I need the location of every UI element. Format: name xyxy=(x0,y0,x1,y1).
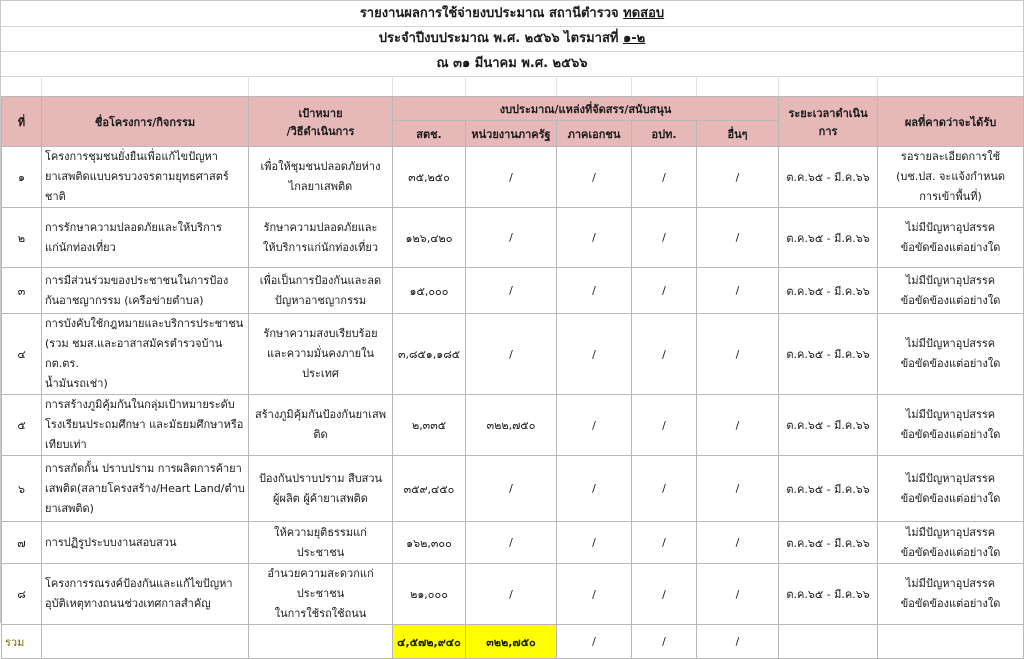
budget-police: ๑๕,๐๐๐ xyxy=(393,268,466,314)
row-no: ๓ xyxy=(2,268,42,314)
project-name xyxy=(42,147,249,208)
header-period: ระยะเวลาดำเนินการ xyxy=(779,97,878,147)
row-no: ๖ xyxy=(2,456,42,522)
budget-government: / xyxy=(466,522,557,564)
table-row xyxy=(2,268,1024,314)
total-empty-cell xyxy=(878,625,1024,659)
table-row xyxy=(2,522,1024,564)
project-name xyxy=(42,208,249,268)
budget-private: / xyxy=(557,147,632,208)
blank-cell xyxy=(778,76,878,96)
table-row xyxy=(2,395,1024,456)
budget-local-admin: / xyxy=(632,147,697,208)
header-src-government: หน่วยงานภาครัฐ xyxy=(466,121,557,147)
project-name-line: การมีส่วนร่วมของประชาชนในการป้อง xyxy=(45,273,229,287)
target-line: เพื่อเป็นการป้องกันและลด xyxy=(259,273,382,287)
table-row xyxy=(2,314,1024,395)
project-name-line: ยาเสพติด) xyxy=(45,501,94,515)
budget-police: ๑๒๖,๔๒๐ xyxy=(393,208,466,268)
header-src-other: อื่นๆ xyxy=(697,121,779,147)
expected-result xyxy=(878,147,1024,208)
period: ต.ค.๖๕ - มี.ค.๖๖ xyxy=(779,208,878,268)
project-name-line: อุบัติเหตุทางถนนช่วงเทศกาลสำคัญ xyxy=(45,597,211,610)
budget-other: / xyxy=(697,522,779,564)
target-line: ประเทศ xyxy=(302,367,339,380)
target-line: ป้องกันปราบปราม สืบสวน xyxy=(258,471,383,485)
table-row xyxy=(2,147,1024,208)
budget-government: / xyxy=(466,208,557,268)
target xyxy=(249,395,393,456)
budget-police: ๓๕๙,๔๕๐ xyxy=(393,456,466,522)
project-name-line: เสพติด(สลายโครงสร้าง/Heart Land/ตำบ xyxy=(45,481,245,495)
budget-local-admin: / xyxy=(632,564,697,625)
blank-cell xyxy=(556,76,632,96)
budget-police: ๑๖๒,๓๐๐ xyxy=(393,522,466,564)
expected-result-line: ไม่มีปัญหาอุปสรรค xyxy=(905,273,996,287)
expected-result-line: ข้อขัดข้องแต่อย่างใด xyxy=(900,293,1001,307)
project-name-line: การรักษาความปลอดภัยและให้บริการ xyxy=(45,220,222,234)
project-name-line: โรงเรียนประถมศึกษา และมัธยมศึกษาหรือ xyxy=(45,418,244,431)
budget-local-admin: / xyxy=(632,522,697,564)
expected-result xyxy=(878,395,1024,456)
fiscal-year-line xyxy=(1,26,1023,52)
report-date: ณ ๓๑ มีนาคม พ.ศ. ๒๕๖๖ xyxy=(1,51,1023,77)
project-name-line: (รวม ชมส.และอาสาสมัครตำรวจบ้าน กต.ตร. xyxy=(45,337,223,370)
expected-result-line: ไม่มีปัญหาอุปสรรค xyxy=(905,471,996,485)
table-row xyxy=(2,564,1024,625)
blank-cell xyxy=(465,76,557,96)
blank-cell xyxy=(248,76,393,96)
project-name-line: กันอาชญากรรม (เครือข่ายตำบล) xyxy=(45,293,204,307)
budget-private: / xyxy=(557,314,632,395)
row-no: ๑ xyxy=(2,147,42,208)
expected-result-line: ไม่มีปัญหาอุปสรรค xyxy=(905,337,996,350)
expected-result-line: ไม่มีปัญหาอุปสรรค xyxy=(905,408,996,421)
budget-other: / xyxy=(697,456,779,522)
target-line: ให้บริการแก่นักท่องเที่ยว xyxy=(262,240,379,254)
target-line: ไกลยาเสพติด xyxy=(288,180,353,193)
expected-result xyxy=(878,268,1024,314)
project-name xyxy=(42,395,249,456)
target xyxy=(249,208,393,268)
target xyxy=(249,522,393,564)
budget-other: / xyxy=(697,147,779,208)
expected-result-line: ข้อขัดข้องแต่อย่างใด xyxy=(900,597,1001,610)
budget-other: / xyxy=(697,564,779,625)
budget-local-admin: / xyxy=(632,314,697,395)
row-no: ๒ xyxy=(2,208,42,268)
header-src-private: ภาคเอกชน xyxy=(557,121,632,147)
blank-cell xyxy=(696,76,779,96)
header-no: ที่ xyxy=(2,97,42,147)
table-row xyxy=(2,208,1024,268)
expected-result-line: ข้อขัดข้องแต่อย่างใด xyxy=(900,491,1001,505)
title-prefix: รายงานผลการใช้จ่ายงบประมาณ สถานีตำรวจ xyxy=(359,6,624,21)
budget-other: / xyxy=(697,208,779,268)
expected-result-line: ไม่มีปัญหาอุปสรรค xyxy=(905,525,996,539)
target xyxy=(249,314,393,395)
period: ต.ค.๖๕ - มี.ค.๖๖ xyxy=(779,314,878,395)
target-line: อำนวยความสะดวกแก่ประชาชน xyxy=(267,567,374,600)
expected-result-line: การเข้าพื้นที่) xyxy=(919,190,982,203)
total-label: รวม xyxy=(2,625,42,659)
project-name xyxy=(42,268,249,314)
budget-private: / xyxy=(557,456,632,522)
budget-police: ๒,๓๓๕ xyxy=(393,395,466,456)
target-line: รักษาความสงบเรียบร้อย xyxy=(263,327,378,340)
project-name xyxy=(42,522,249,564)
expected-result xyxy=(878,564,1024,625)
period: ต.ค.๖๕ - มี.ค.๖๖ xyxy=(779,147,878,208)
target-line: ในการใช้รถใช้ถนน xyxy=(274,607,367,620)
quarter-text: ๑-๒ xyxy=(622,31,646,46)
period: ต.ค.๖๕ - มี.ค.๖๖ xyxy=(779,522,878,564)
project-name-line: แก่นักท่องเที่ยว xyxy=(45,240,116,254)
budget-government: ๓๒๒,๗๕๐ xyxy=(466,395,557,456)
period: ต.ค.๖๕ - มี.ค.๖๖ xyxy=(779,395,878,456)
period: ต.ค.๖๕ - มี.ค.๖๖ xyxy=(779,564,878,625)
header-project: ชื่อโครงการ/กิจกรรม xyxy=(42,97,249,147)
budget-police: ๒๑,๐๐๐ xyxy=(393,564,466,625)
project-name-line: การบังคับใช้กฎหมายและบริการประชาชน xyxy=(45,317,244,330)
blank-cell xyxy=(631,76,697,96)
project-name-line: โครงการชุมชนยั่งยืนเพื่อแก้ไขปัญหา xyxy=(45,150,218,163)
total-police: ๔,๕๗๒,๙๔๐ xyxy=(393,625,466,659)
header-budget-group: งบประมาณ/แหล่งที่จัดสรร/สนับสนุน xyxy=(393,97,779,121)
budget-private: / xyxy=(557,208,632,268)
blank-cell xyxy=(392,76,466,96)
budget-other: / xyxy=(697,395,779,456)
budget-private: / xyxy=(557,564,632,625)
expected-result-line: ข้อขัดข้องแต่อย่างใด xyxy=(900,545,1001,559)
budget-government: / xyxy=(466,456,557,522)
project-name xyxy=(42,564,249,625)
budget-local-admin: / xyxy=(632,208,697,268)
budget-other: / xyxy=(697,268,779,314)
target xyxy=(249,564,393,625)
row-no: ๔ xyxy=(2,314,42,395)
target-line: ปัญหาอาชญากรรม xyxy=(274,293,367,307)
header-target-line1: เป้าหมาย xyxy=(298,106,343,120)
project-name-line: น้ำมันรถเช่า) xyxy=(45,377,108,390)
period: ต.ค.๖๕ - มี.ค.๖๖ xyxy=(779,456,878,522)
target-line: ให้ความยุติธรรมแก่ประชาชน xyxy=(274,525,367,559)
project-name-line: ยาเสพติดแบบครบวงจรตามยุทธศาสตร์ชาติ xyxy=(45,170,229,203)
budget-private: / xyxy=(557,268,632,314)
budget-police: ๓,๘๕๑,๑๘๕ xyxy=(393,314,466,395)
period: ต.ค.๖๕ - มี.ค.๖๖ xyxy=(779,268,878,314)
target-line: และความมั่นคงภายใน xyxy=(267,347,374,360)
budget-private: / xyxy=(557,395,632,456)
row-no: ๗ xyxy=(2,522,42,564)
target xyxy=(249,456,393,522)
total-government: ๓๒๒,๗๕๐ xyxy=(466,625,557,659)
project-name xyxy=(42,456,249,522)
total-empty-cell xyxy=(249,625,393,659)
expected-result-line: ไม่มีปัญหาอุปสรรค xyxy=(905,220,996,234)
project-name xyxy=(42,314,249,395)
station-name: ทดสอบ xyxy=(623,6,665,21)
budget-local-admin: / xyxy=(632,456,697,522)
budget-private: / xyxy=(557,522,632,564)
table-row xyxy=(2,456,1024,522)
report-title xyxy=(1,1,1023,27)
expected-result xyxy=(878,456,1024,522)
header-result: ผลที่คาดว่าจะได้รับ xyxy=(878,97,1024,147)
expected-result xyxy=(878,522,1024,564)
total-row xyxy=(2,625,1024,659)
header-target xyxy=(249,97,393,147)
budget-other: / xyxy=(697,314,779,395)
row-no: ๕ xyxy=(2,395,42,456)
budget-government: / xyxy=(466,564,557,625)
total-empty-cell xyxy=(779,625,878,659)
target-line: รักษาความปลอดภัยและ xyxy=(263,220,378,234)
project-name-line: การปฏิรูประบบงานสอบสวน xyxy=(45,535,177,549)
budget-police: ๓๕,๒๕๐ xyxy=(393,147,466,208)
header-src-police: สตช. xyxy=(393,121,466,147)
target-line: เพื่อให้ชุมชนปลอดภัยห่าง xyxy=(260,160,381,173)
blank-cell xyxy=(1,76,42,96)
expected-result-line: รอรายละเอียดการใช้ xyxy=(900,150,1001,163)
row-no: ๘ xyxy=(2,564,42,625)
budget-local-admin: / xyxy=(632,395,697,456)
budget-government: / xyxy=(466,147,557,208)
project-name-line: การสร้างภูมิคุ้มกันในกลุ่มเป้าหมายระดับ xyxy=(45,398,235,411)
target-line: สร้างภูมิคุ้มกันป้องกันยาเสพติด xyxy=(255,408,386,441)
fiscal-year-text: ประจำปีงบประมาณ พ.ศ. ๒๕๖๖ ไตรมาสที่ xyxy=(378,31,623,46)
budget-table xyxy=(1,96,1024,659)
project-name-line: เทียบเท่า xyxy=(45,438,87,451)
header-src-local-admin: อปท. xyxy=(632,121,697,147)
header-target-line2: /วิธีดำเนินการ xyxy=(286,124,355,138)
total-empty-cell xyxy=(42,625,249,659)
expected-result-line: ไม่มีปัญหาอุปสรรค xyxy=(905,577,996,590)
budget-local-admin: / xyxy=(632,268,697,314)
project-name-line: โครงการรณรงค์ป้องกันและแก้ไขปัญหา xyxy=(45,577,233,590)
target xyxy=(249,147,393,208)
budget-government: / xyxy=(466,268,557,314)
expected-result xyxy=(878,314,1024,395)
expected-result-line: ข้อขัดข้องแต่อย่างใด xyxy=(900,240,1001,254)
project-name-line: การสกัดกั้น ปราบปราม การผลิตการค้ายา xyxy=(45,461,242,475)
total-local-admin: / xyxy=(632,625,697,659)
expected-result-line: ข้อขัดข้องแต่อย่างใด xyxy=(900,428,1001,441)
target-line: ผู้ผลิต ผู้ค้ายาเสพติด xyxy=(273,491,368,505)
expected-result-line: ข้อขัดข้องแต่อย่างใด xyxy=(900,357,1001,370)
expected-result-line: (บช.ปส. จะแจ้งกำหนด xyxy=(896,170,1005,183)
blank-row xyxy=(1,76,1023,97)
blank-cell xyxy=(41,76,249,96)
budget-government: / xyxy=(466,314,557,395)
target xyxy=(249,268,393,314)
expected-result xyxy=(878,208,1024,268)
total-private: / xyxy=(557,625,632,659)
total-other: / xyxy=(697,625,779,659)
